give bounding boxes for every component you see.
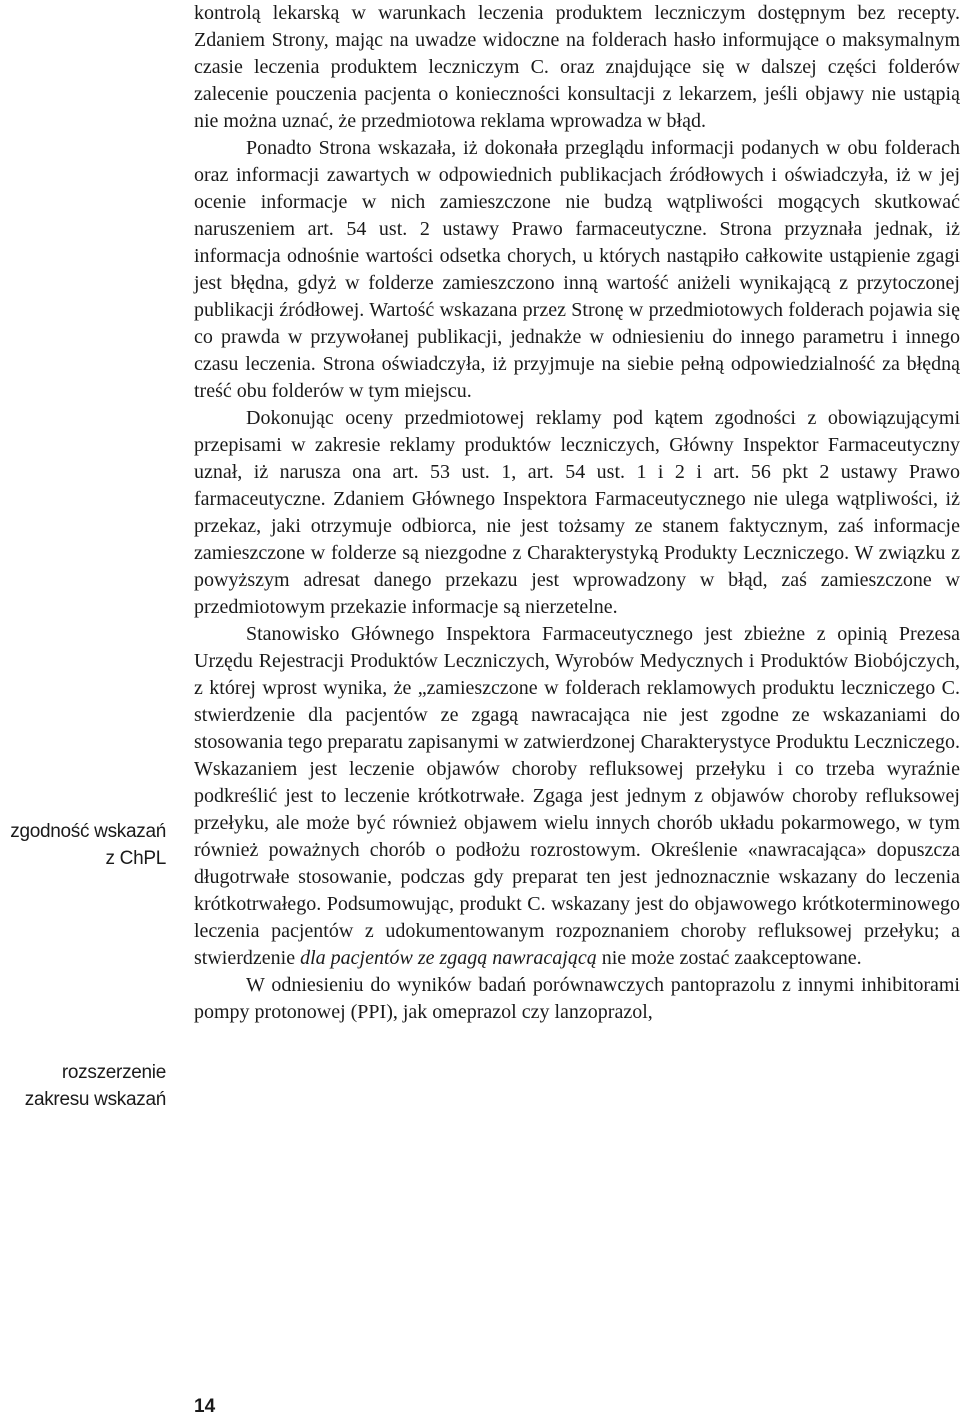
margin-note-line: zgodność wskazań xyxy=(10,821,166,842)
paragraph-continuation: kontrolą lekarską w warunkach leczenia produktem leczniczym dostępnym bez recepty. Zdaniem Strony, mając na uwadze widoczne na folderach hasło informujące o maksymalnym czasie leczenia produktem leczniczym C. oraz znajdujące się w dalszej części folderów zalecenie pouczenia pacjenta o konieczności konsultacji z lekarzem, jeśli objawy nie ustąpią nie można uznać, że przedmiotowa reklama wprowadza w błąd. xyxy=(194,2,960,132)
paragraph-comparative-studies: W odniesieniu do wyników badań porównawczych pantoprazolu z innymi inhibitorami pompy protonowej (PPI), jak omeprazol czy lanzoprazol, xyxy=(194,974,960,1023)
body-text xyxy=(194,0,960,1026)
margin-note-chpl-compliance xyxy=(0,818,166,872)
page-number: 14 xyxy=(194,1396,216,1417)
paragraph-party-review: Ponadto Strona wskazała, iż dokonała przeglądu informacji podanych w obu folderach oraz informacji zawartych w odpowiednich publikacjach źródłowych i oświadczyła, iż w jej ocenie informacje w nich zamieszczone nie budzą wątpliwości mogących skutkować naruszeniem art. 54 ust. 2 ustawy Prawo farmaceutyczne. Strona przyznała jednak, iż informacja odnośnie wartości odsetka chorych, u których nastąpiło całkowite ustąpienie zgagi jest błędna, gdyż w folderze zamieszczono inną wartość aniżeli wynikającą z przytoczonej publikacji źródłowej. Wartość wskazana przez Stronę w przedmiotowych folderach pojawia się co prawda w przywołanej publikacji, jednakże w odniesieniu do innego parametru i innego czasu leczenia. Strona oświadczyła, iż przyjmuje na siebie pełną odpowiedzialność za błędną treść obu folderów w tym miejscu. xyxy=(194,137,960,402)
margin-note-line: z ChPL xyxy=(105,848,166,869)
margin-note-line: rozszerzenie xyxy=(61,1062,166,1083)
margin-note-line: zakresu wskazań xyxy=(24,1089,166,1110)
margin-note-indication-extension xyxy=(0,1059,166,1113)
paragraph-urpl-opinion xyxy=(194,621,960,972)
italic-quote: dla pacjentów ze zgagą nawracającą xyxy=(300,947,597,969)
paragraph-inspector-assessment: Dokonując oceny przedmiotowej reklamy pod kątem zgodności z obowiązującymi przepisami w zakresie reklamy produktów leczniczych, Główny Inspektor Farmaceutyczny uznał, iż narusza ona art. 53 ust. 1, art. 54 ust. 1 i 2 i art. 56 pkt 2 ustawy Prawo farmaceutyczne. Zdaniem Głównego Inspektora Farmaceutycznego nie ulega wątpliwości, iż przekaz, jaki otrzymuje odbiorca, nie jest tożsamy ze stanem faktycznym, zaś informacje zamieszczone w folderze są niezgodne z Charakterystyką Produkty Leczniczego. W związku z powyższym adresat danego przekazu jest wprowadzony w błąd, zaś zamieszczone w przedmiotowym przekazie informacje są nierzetelne. xyxy=(194,407,960,618)
paragraph-text: nie może zostać zaakceptowane. xyxy=(596,947,862,969)
paragraph-text: Stanowisko Głównego Inspektora Farmaceutycznego jest zbieżne z opinią Prezesa Urzędu Rejestracji Produktów Leczniczych, Wyrobów Medycznych i Produktów Biobójczych, z której wprost wynika, że „zamieszczone w folderach reklamowych produktu leczniczego C. stwierdzenie dla pacjentów ze zgagą nawracająca nie jest zgodne ze wskazaniami do stosowania tego preparatu zapisanymi w zatwierdzonej Charakterystyce Produktu Leczniczego. Wskazaniem jest leczenie objawów choroby refluksowej przełyku i co trzeba wyraźnie podkreślić jest to leczenie krótkotrwałe. Zgaga jest jednym z objawów choroby refluksowej przełyku, ale może być również objawem wielu innych chorób układu pokarmowego, w tym również poważnych chorób o podłożu rozrostowym. Określenie «nawracająca» dopuszcza długotrwałe stosowanie, podczas gdy preparat ten jest jednoznacznie wskazany do leczenia krótkotrwałego. Podsumowując, produkt C. wskazany jest do objawowego krótkoterminowego leczenia pacjentów z udokumentowanym rozpoznaniem choroby refluksowej przełyku; a stwierdzenie xyxy=(194,623,960,969)
